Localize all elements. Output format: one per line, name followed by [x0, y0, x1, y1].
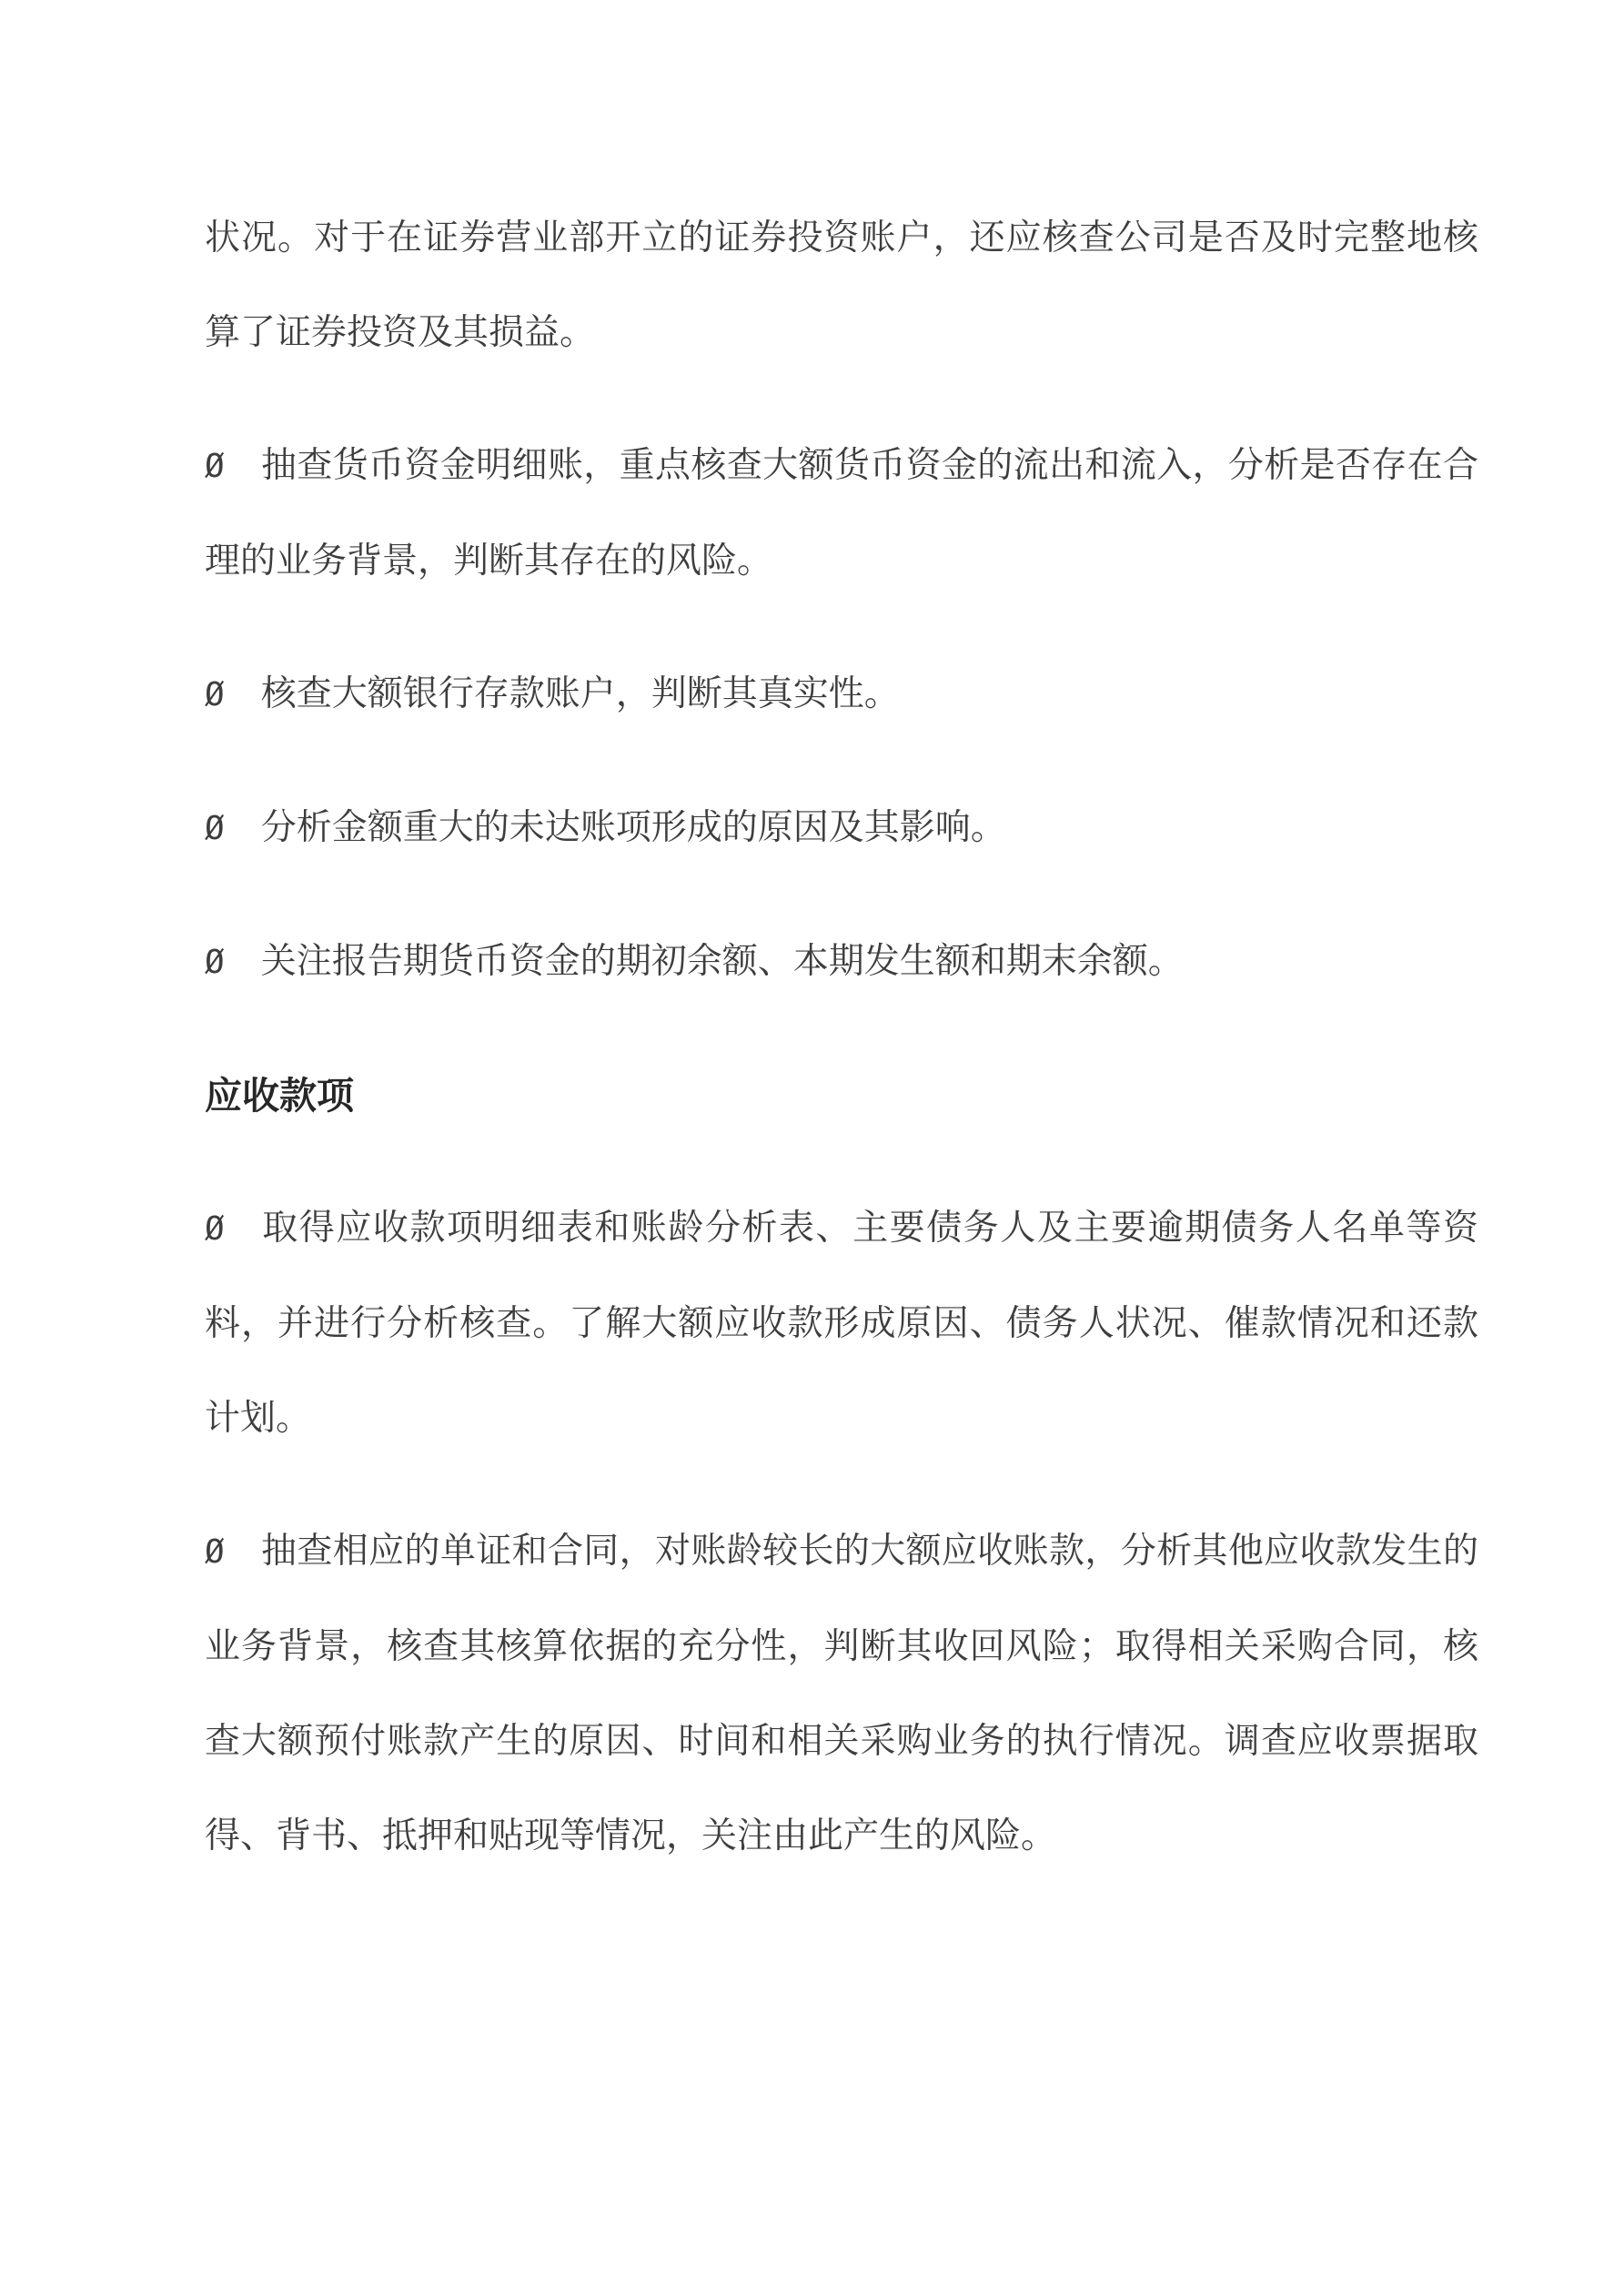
- intro-paragraph-text: 状况。对于在证券营业部开立的证券投资账户，还应核查公司是否及时完整地核算了证券投资及其损益。: [205, 218, 1478, 352]
- bullet-item-text: 取得应收款项明细表和账龄分析表、主要债务人及主要逾期债务人名单等资料，并进行分析核查。了解大额应收款形成原因、债务人状况、催款情况和还款计划。: [205, 1209, 1478, 1438]
- bullet-item: [205, 647, 1478, 743]
- document-content: [205, 191, 1478, 1884]
- bullet-marker-icon: Ø: [205, 676, 225, 713]
- bullet-item: [205, 915, 1478, 1010]
- section-heading-receivables: 应收款项: [205, 1075, 354, 1117]
- bullet-item: [205, 1504, 1478, 1884]
- bullet-marker-icon: Ø: [205, 1533, 225, 1571]
- bullet-marker-icon: Ø: [205, 944, 225, 981]
- bullet-item: [205, 781, 1478, 876]
- bullet-item-text: 抽查货币资金明细账，重点核查大额货币资金的流出和流入，分析是否存在合理的业务背景，判断其存在的风险。: [205, 446, 1478, 581]
- bullet-item-text: 核查大额银行存款账户，判断其真实性。: [260, 674, 900, 713]
- bullet-marker-icon: Ø: [205, 1210, 225, 1248]
- bullet-item-text: 分析金额重大的未达账项形成的原因及其影响。: [260, 808, 1006, 847]
- bullet-item-text: 抽查相应的单证和合同，对账龄较长的大额应收账款，分析其他应收款发生的业务背景，核查其核算依据的充分性，判断其收回风险；取得相关采购合同，核查大额预付账款产生的原因、时间和相关采购业务的执行情况。调查应收票据取得、背书、抵押和贴现等情况，关注由此产生的风险。: [205, 1532, 1478, 1856]
- bullet-marker-icon: Ø: [205, 810, 225, 847]
- intro-paragraph: [205, 191, 1478, 380]
- bullet-item: [205, 1181, 1478, 1466]
- bullet-item-text: 关注报告期货币资金的期初余额、本期发生额和期末余额。: [260, 942, 1184, 981]
- bullet-marker-icon: Ø: [205, 448, 225, 485]
- bullet-item: [205, 419, 1478, 609]
